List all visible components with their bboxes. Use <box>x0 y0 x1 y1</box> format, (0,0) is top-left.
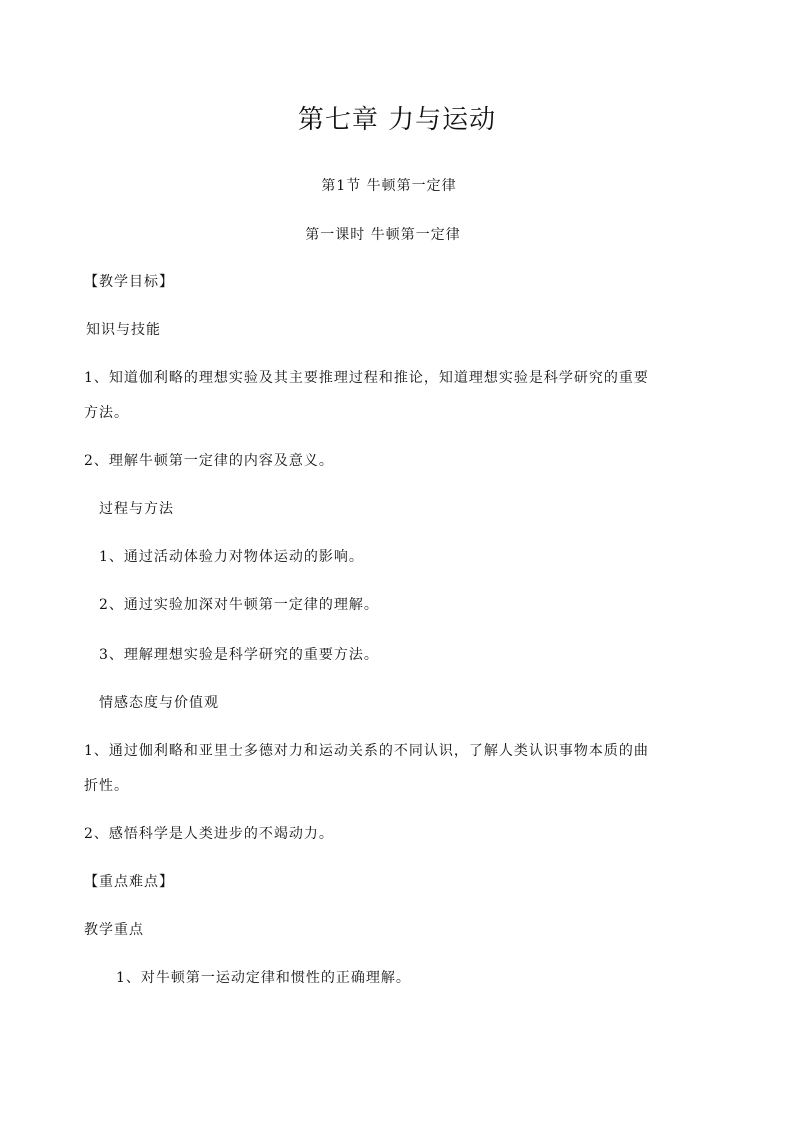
key-points-heading: 【重点难点】 <box>84 874 174 890</box>
knowledge-item: 1、知道伽利略的理想实验及其主要推理过程和推论，知道理想实验是科学研究的重要 <box>84 370 649 386</box>
knowledge-item: 方法。 <box>84 405 129 421</box>
teaching-focus-heading: 教学重点 <box>84 922 144 938</box>
emotion-heading: 情感态度与价值观 <box>99 695 219 711</box>
emotion-item: 2、感悟科学是人类进步的不竭动力。 <box>84 826 334 842</box>
lesson-title: 第一课时 牛顿第一定律 <box>305 227 461 243</box>
section-title: 第1节 牛顿第一定律 <box>321 178 457 194</box>
emotion-item: 折性。 <box>84 778 129 794</box>
process-heading: 过程与方法 <box>99 501 174 517</box>
focus-item: 1、对牛顿第一运动定律和惯性的正确理解。 <box>116 970 411 986</box>
objectives-heading: 【教学目标】 <box>84 274 174 290</box>
knowledge-heading: 知识与技能 <box>86 322 161 338</box>
chapter-title: 第七章 力与运动 <box>297 105 497 135</box>
knowledge-item: 2、理解牛顿第一定律的内容及意义。 <box>84 453 334 469</box>
process-item: 1、通过活动体验力对物体运动的影响。 <box>99 549 364 565</box>
emotion-item: 1、通过伽利略和亚里士多德对力和运动关系的不同认识，了解人类认识事物本质的曲 <box>84 743 649 759</box>
process-item: 2、通过实验加深对牛顿第一定律的理解。 <box>99 597 379 613</box>
process-item: 3、理解理想实验是科学研究的重要方法。 <box>99 647 379 663</box>
